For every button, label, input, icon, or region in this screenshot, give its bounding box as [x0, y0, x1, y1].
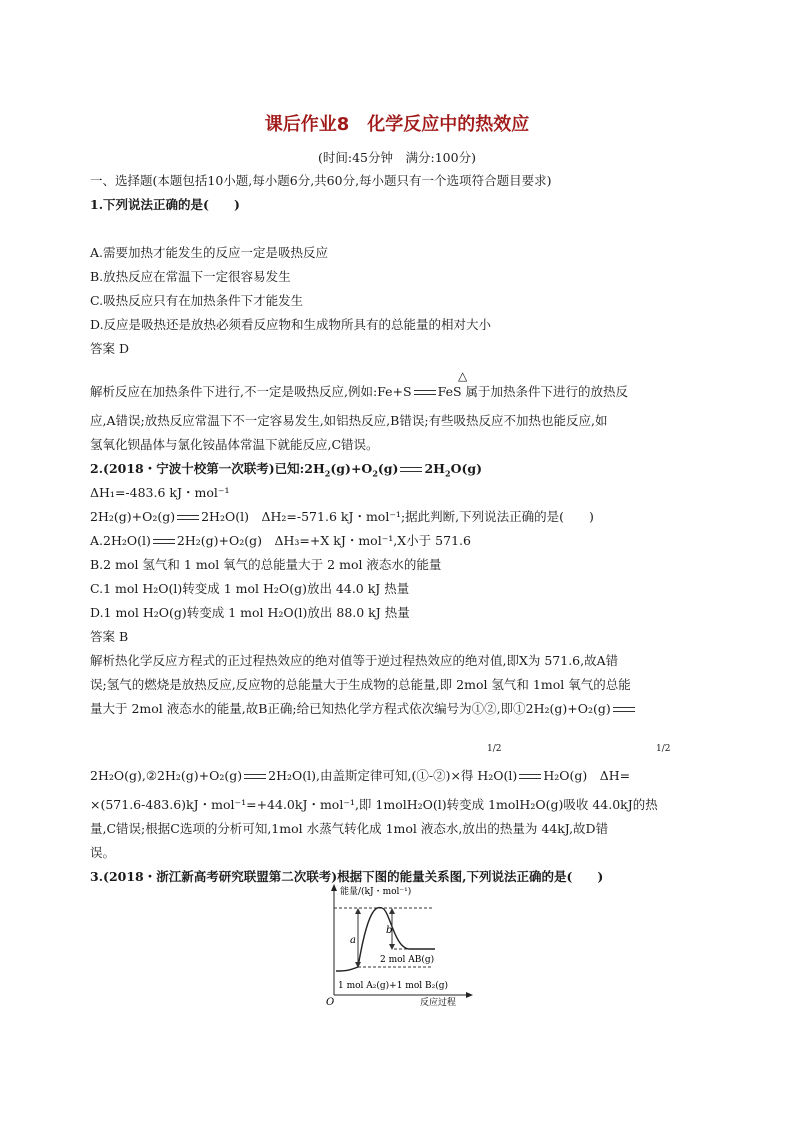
q2-explanation-line1: 解析热化学反应方程式的正过程热效应的绝对值等于逆过程热效应的绝对值,即X为 571.6,故A错 [90, 653, 619, 668]
origin-label: O [326, 997, 335, 1008]
q2-option-a: A.2H₂O(l) 2H₂(g)+O₂(g) ΔH₃=+X kJ・mol⁻¹,X小于 571.6 [90, 533, 471, 548]
fraction-half: 1/2 [487, 744, 502, 754]
q2-answer: 答案 B [90, 629, 129, 644]
equals-arrow-icon [153, 539, 175, 544]
equals-arrow-icon [613, 707, 635, 712]
page-title: 课后作业8 化学反应中的热效应 [264, 114, 530, 135]
product-label: 2 mol AB(g) [380, 955, 435, 965]
q2-explanation-line2: 误;氢气的燃烧是放热反应,反应物的总能量大于生成物的总能量,即 2mol 氢气和 1mol 氧气的总能 [90, 677, 631, 692]
x-axis-arrow-icon [466, 992, 473, 998]
equals-arrow-icon [519, 774, 541, 779]
q2-explanation-line5: ×(571.6-483.6)kJ・mol⁻¹=+44.0kJ・mol⁻¹,即 1molH₂O(l)转变成 1molH₂O(g)吸收 44.0kJ的热 [90, 797, 658, 812]
q2-stem: 2.(2018・宁波十校第一次联考)已知$:2H_2(g)+O_2(g)$ $2H_2O(g)$ [90, 461, 483, 479]
q3-stem: 3.(2018・浙江新高考研究联盟第二次联考)根据下图的能量关系图,下列说法正确的是( ) [90, 869, 604, 884]
section-heading: 一、选择题(本题包括10小题,每小题6分,共60分,每小题只有一个选项符合题目要求) [90, 173, 552, 188]
q1-option-a: A.需要加热才能发生的反应一定是吸热反应 [90, 245, 329, 260]
q1-explanation-line2: 应,A错误;放热反应常温下不一定容易发生,如铝热反应,B错误;有些吸热反应不加热也能反应,如 [90, 413, 608, 428]
q2-option-d: D.1 mol H₂O(g)转变成 1 mol H₂O(l)放出 88.0 kJ 热量 [90, 605, 410, 620]
y-axis-label: 能量/(kJ・mol⁻¹) [340, 887, 412, 897]
heat-delta-symbol: △ [458, 369, 468, 383]
y-axis-arrow-icon [331, 884, 337, 891]
q2-explanation-line7: 误。 [90, 845, 116, 860]
q1-explanation-line3: 氢氧化钡晶体与氯化铵晶体常温下就能反应,C错误。 [90, 437, 379, 452]
q1-option-d: D.反应是吸热还是放热必须看反应物和生成物所具有的总能量的相对大小 [90, 317, 492, 332]
b-label: b [386, 925, 393, 936]
x-axis-label: 反应过程 [420, 998, 457, 1008]
equals-arrow-icon [177, 515, 199, 520]
q2-dh1: ΔH₁=-483.6 kJ・mol⁻¹ [90, 485, 230, 500]
q2-explanation-line6: 量,C错误;根据C选项的分析可知,1mol 水蒸气转化成 1mol 液态水,放出的热量为 44kJ,故D错 [90, 821, 609, 836]
time-score-note: (时间:45分钟 满分:100分) [318, 150, 476, 165]
fraction-half: 1/2 [656, 744, 671, 754]
q2-option-b: B.2 mol 氢气和 1 mol 氧气的总能量大于 2 mol 液态水的能量 [90, 557, 442, 572]
q2-option-c: C.1 mol H₂O(l)转变成 1 mol H₂O(g)放出 44.0 kJ 热量 [90, 581, 410, 596]
reactant-label: 1 mol A₂(g)+1 mol B₂(g) [338, 981, 448, 991]
equals-arrow-icon [414, 390, 436, 395]
q2-explanation-line4: 2H₂O(g),②2H₂(g)+O₂(g) 2H₂O(l),由盖斯定律可知,(①-②)×得 H₂O(l) H₂O(g) ΔH= [90, 768, 631, 783]
q2-explanation-line3: 量大于 2mol 液态水的能量,故B正确;给已知热化学方程式依次编号为①②,即①2H₂(g)+O₂(g) [90, 700, 637, 718]
q1-stem: 1.下列说法正确的是( ) [90, 197, 240, 212]
q1-option-b: B.放热反应在常温下一定很容易发生 [90, 269, 291, 284]
q1-explanation-line1: 解析反应在加热条件下进行,不一定是吸热反应,例如:Fe+S FeS 属于加热条件下进行的放热反 [90, 384, 629, 399]
energy-diagram [320, 883, 480, 1008]
q1-answer: 答案 D [90, 341, 129, 356]
q1-option-c: C.吸热反应只有在加热条件下才能发生 [90, 293, 304, 308]
a-label: a [350, 935, 356, 946]
equals-arrow-icon [400, 467, 422, 472]
equals-arrow-icon [244, 774, 266, 779]
q2-equation2: 2H₂(g)+O₂(g) 2H₂O(l) ΔH₂=-571.6 kJ・mol⁻¹;据此判断,下列说法正确的是( ) [90, 509, 594, 524]
